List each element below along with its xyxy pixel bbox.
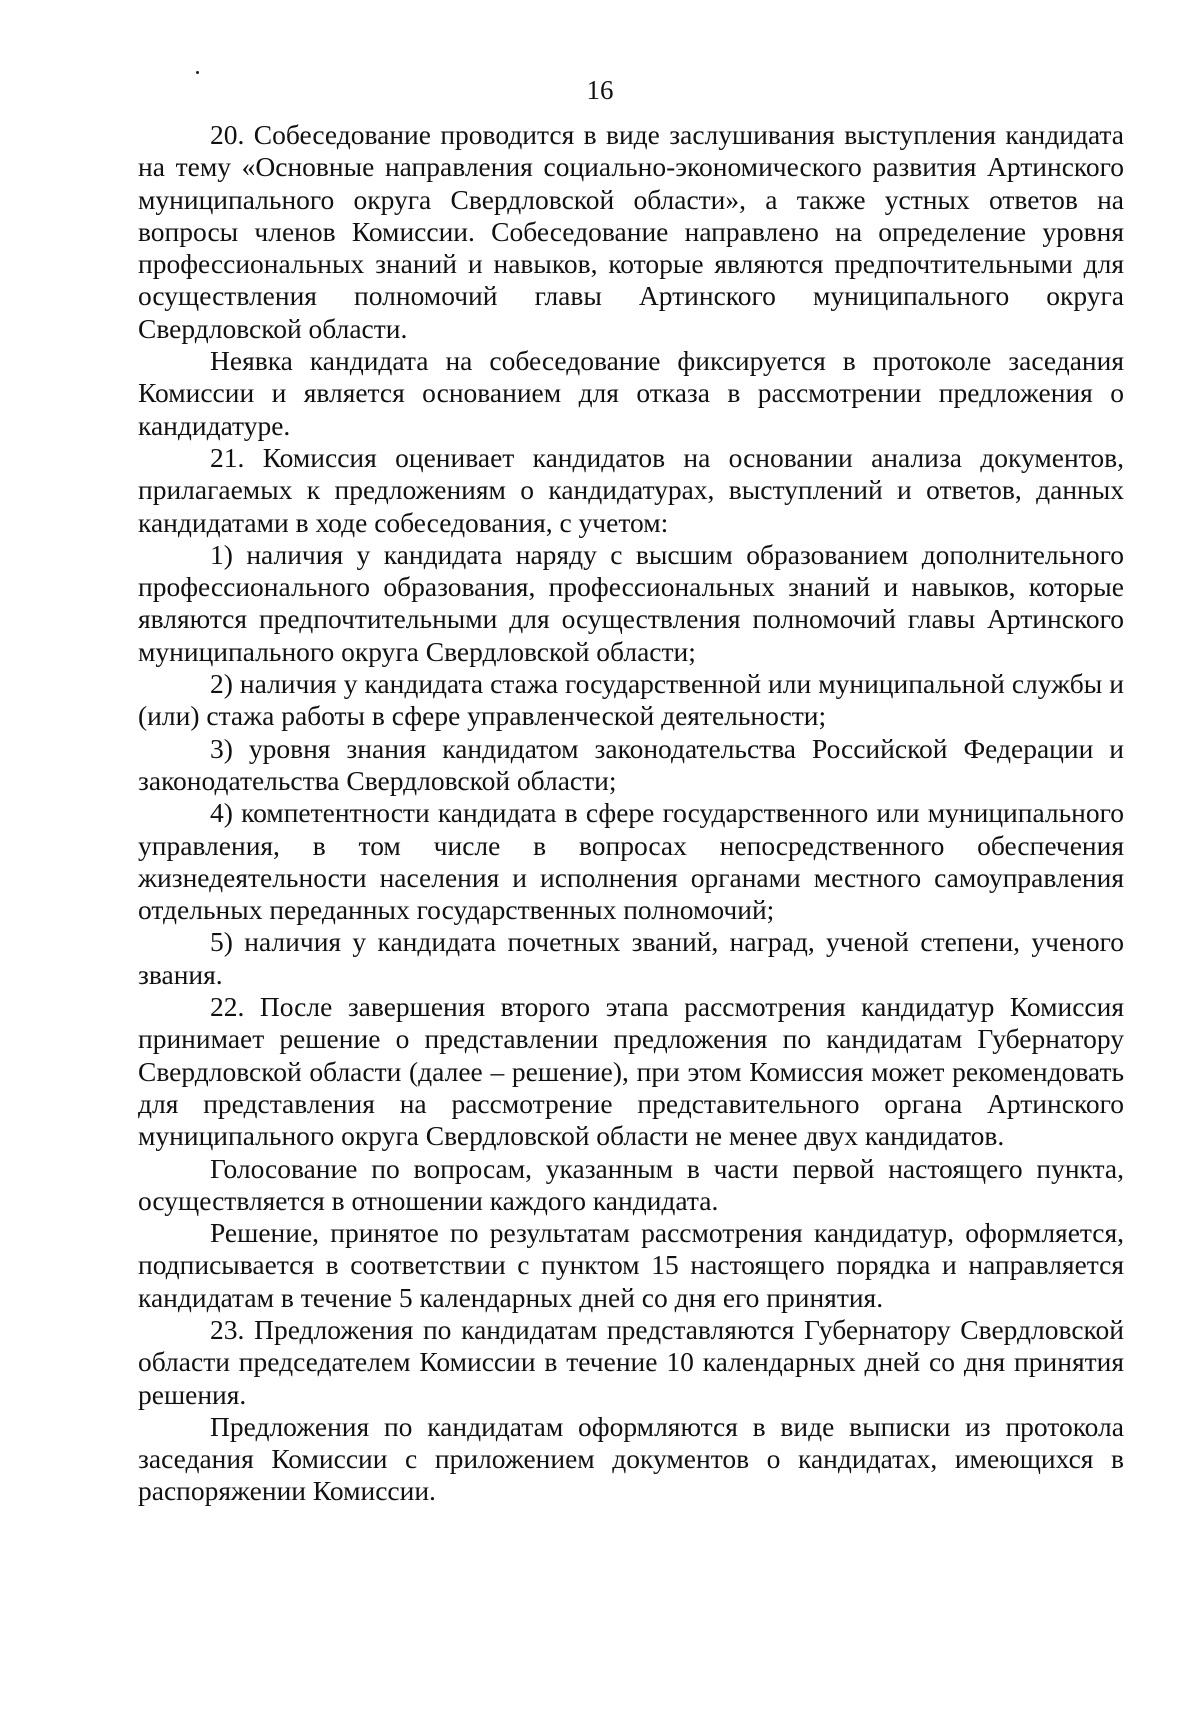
paragraph-20-absence: Неявка кандидата на собеседование фиксируется в протоколе заседания Комиссии и является основанием для отказа в рассмотрении предложения о кандидатуре.: [138, 345, 1124, 441]
paragraph-22-decision: Решение, принятое по результатам рассмотрения кандидатур, оформляется, подписывается в соответствии с пунктом 15 настоящего порядка и направляется кандидатам в течение 5 календарных дней со дня его принятия.: [138, 1217, 1124, 1313]
list-item-2: 2) наличия у кандидата стажа государственной или муниципальной службы и (или) стажа работы в сфере управленческой деятельности;: [138, 668, 1124, 732]
list-item-4: 4) компетентности кандидата в сфере государственного или муниципального управления, в том числе в вопросах непосредственного обеспечения жизнедеятельности населения и исполнения органами местного самоуправления отдельных переданных государственных полномочий;: [138, 797, 1124, 926]
paragraph-23: 23. Предложения по кандидатам представляются Губернатору Свердловской области председателем Комиссии в течение 10 календарных дней со дня принятия решения.: [138, 1313, 1124, 1410]
list-item-5: 5) наличия у кандидата почетных званий, наград, ученой степени, ученого звания.: [138, 926, 1124, 990]
paragraph-21: 21. Комиссия оценивает кандидатов на основании анализа документов, прилагаемых к предложениям о кандидатурах, выступлений и ответов, данных кандидатами в ходе собеседования, с учетом:: [138, 441, 1124, 538]
paragraph-20: 20. Собеседование проводится в виде заслушивания выступления кандидата на тему «Основные направления социально-экономического развития Артинского муниципального округа Свердловской области», а также устных ответов на вопросы членов Комиссии. Собеседование направлено на определение уровня профессиональных знаний и навыков, которые являются предпочтительными для осуществления полномочий главы Артинского муниципального округа Свердловской области.: [138, 119, 1124, 344]
page-number: 16: [586, 75, 614, 105]
document-body: [138, 119, 1124, 1508]
list-item-1: 1) наличия у кандидата наряду с высшим образованием дополнительного профессионального образования, профессиональных знаний и навыков, которые являются предпочтительными для осуществления полномочий главы Артинского муниципального округа Свердловской области;: [138, 538, 1124, 667]
list-item-3: 3) уровня знания кандидатом законодательства Российской Федерации и законодательства Свердловской области;: [138, 732, 1124, 796]
paragraph-23-format: Предложения по кандидатам оформляются в виде выписки из протокола заседания Комиссии с приложением документов о кандидатах, имеющихся в распоряжении Комиссии.: [138, 1410, 1124, 1507]
paragraph-22: 22. После завершения второго этапа рассмотрения кандидатур Комиссия принимает решение о представлении предложения по кандидатам Губернатору Свердловской области (далее – решение), при этом Комиссия может рекомендовать для представления на рассмотрение представительного органа Артинского муниципального округа Свердловской области не менее двух кандидатов.: [138, 991, 1124, 1152]
paragraph-22-voting: Голосование по вопросам, указанным в части первой настоящего пункта, осуществляется в отношении каждого кандидата.: [138, 1152, 1124, 1216]
